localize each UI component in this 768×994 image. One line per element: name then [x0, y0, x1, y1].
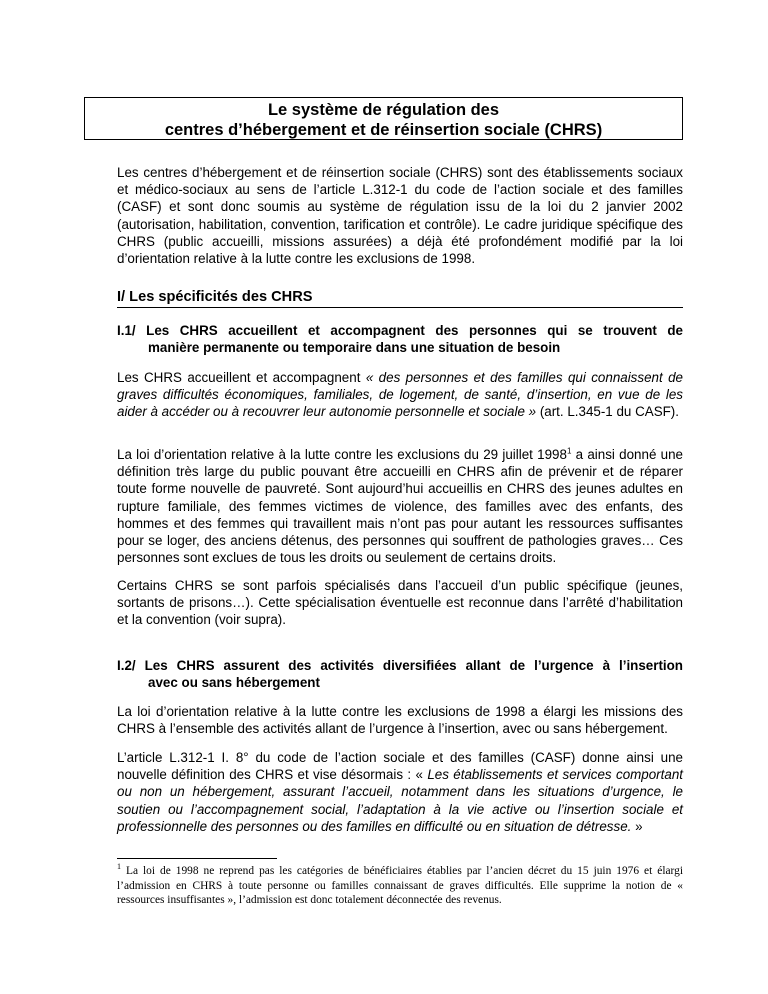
- subsection-2-number: I.2/: [117, 658, 136, 673]
- subsection-1-number: I.1/: [117, 323, 136, 338]
- title-line-2: centres d’hébergement et de réinsertion sociale (CHRS): [164, 121, 603, 139]
- paragraph-specialisation: Certains CHRS se sont parfois spécialisés dans l’accueil d’un public spécifique (jeunes, sortants de prisons…). Cette spécialisation éventuelle est reconnue dans l’arrêté d’habilitation et la convention (voir supra).: [117, 578, 683, 628]
- footnote: [117, 864, 683, 908]
- paragraph-loi-1998: [117, 446, 683, 566]
- title-line-1: Le système de régulation des: [267, 101, 500, 119]
- section-heading: I/ Les spécificités des CHRS: [117, 289, 683, 308]
- paragraph-public-before: Les CHRS accueillent et accompagnent: [117, 370, 366, 385]
- subsection-heading-1: [117, 322, 683, 356]
- title-box: [84, 97, 683, 140]
- subsection-1-line-2: manière permanente ou temporaire dans une situation de besoin: [148, 340, 561, 356]
- paragraph-public-after: (art. L.345-1 du CASF).: [536, 404, 679, 420]
- footnote-text: La loi de 1998 ne reprend pas les catégories de bénéficiaires établies par l’ancien décret du 15 juin 1976 et élargi l’admission en CHRS à toute personne ou familles connaissant de graves difficultés. Elle supprime la notion de « ressources insuffisantes », l’admission est donc totalement déconnectée des revenus.: [117, 865, 683, 907]
- subsection-1-line-1: Les CHRS accueillent et accompagnent des personnes qui se trouvent de: [146, 323, 683, 338]
- paragraph-public-quote: « des personnes et des familles qui connaissent de graves difficultés économiques, familiales, de logement, de santé, d’insertion, en vue de les aider à accéder ou à recouvrer leur autonomie personnelle et sociale »: [117, 370, 683, 420]
- paragraph-article-definition: [117, 749, 683, 835]
- paragraph-missions: La loi d’orientation relative à la lutte contre les exclusions de 1998 a élargi les missions des CHRS à l’ensemble des activités allant de l’urgence à l’insertion, avec ou sans hébergement.: [117, 704, 683, 737]
- paragraph-loi-before: La loi d’orientation relative à la lutte contre les exclusions du 29 juillet 1998: [117, 447, 567, 462]
- subsection-heading-2: [117, 657, 683, 691]
- paragraph-article-before: L’article L.312-1 I. 8° du code de l’action sociale et des familles (CASF) donne ainsi une nouvelle définition des CHRS et vise désormais : «: [117, 750, 683, 783]
- paragraph-public: [117, 369, 683, 421]
- intro-text-2: Le cadre juridique spécifique des CHRS (public accueilli, missions assurées) a déjà été profondément modifié par la loi d’orientation relative à la lutte contre les exclusions de 1998.: [117, 216, 683, 267]
- intro-paragraph: [117, 164, 683, 267]
- paragraph-article-after: »: [631, 818, 643, 834]
- intro-text-1: Les centres d’hébergement et de réinsertion sociale (CHRS) sont des établissements sociaux et médico-sociaux au sens de l’article L.312-1 du code de l’action sociale et des familles (CASF) et sont donc soumis au système de régulation issu de la loi du 2 janvier 2002 (autorisation, habilitation, convention, tarification et contrôle).: [117, 165, 683, 232]
- footnote-reference[interactable]: 1: [566, 446, 572, 456]
- subsection-2-line-1: Les CHRS assurent des activités diversifiées allant de l’urgence à l’insertion: [144, 658, 683, 673]
- subsection-2-line-2: avec ou sans hébergement: [148, 675, 320, 691]
- footnote-separator: [117, 858, 277, 859]
- paragraph-article-quote: Les établissements et services comportant ou non un hébergement, assurant l’accueil, notamment dans les situations d’urgence, le soutien ou l’accompagnement social, l’adaptation à la vie active ou l’insertion sociale et professionnelle des personnes ou des familles en difficulté ou en situation de détresse.: [117, 767, 683, 834]
- footnote-number: 1: [117, 862, 121, 872]
- paragraph-loi-after: a ainsi donné une définition très large du public pouvant être accueilli en CHRS afin de prévenir et de réparer toute forme nouvelle de pauvreté. Sont aujourd’hui accueillis en CHRS des jeunes adultes en rupture familiale, des femmes victimes de violence, des familles avec des enfants, des hommes et des femmes qui travaillent mais n’ont pas pour autant les ressources suffisantes pour se loger, des anciens détenus, des personnes qui souffrent de pathologies graves… Ces personnes sont exclues de tous les droits ou seulement de certains droits.: [117, 447, 683, 566]
